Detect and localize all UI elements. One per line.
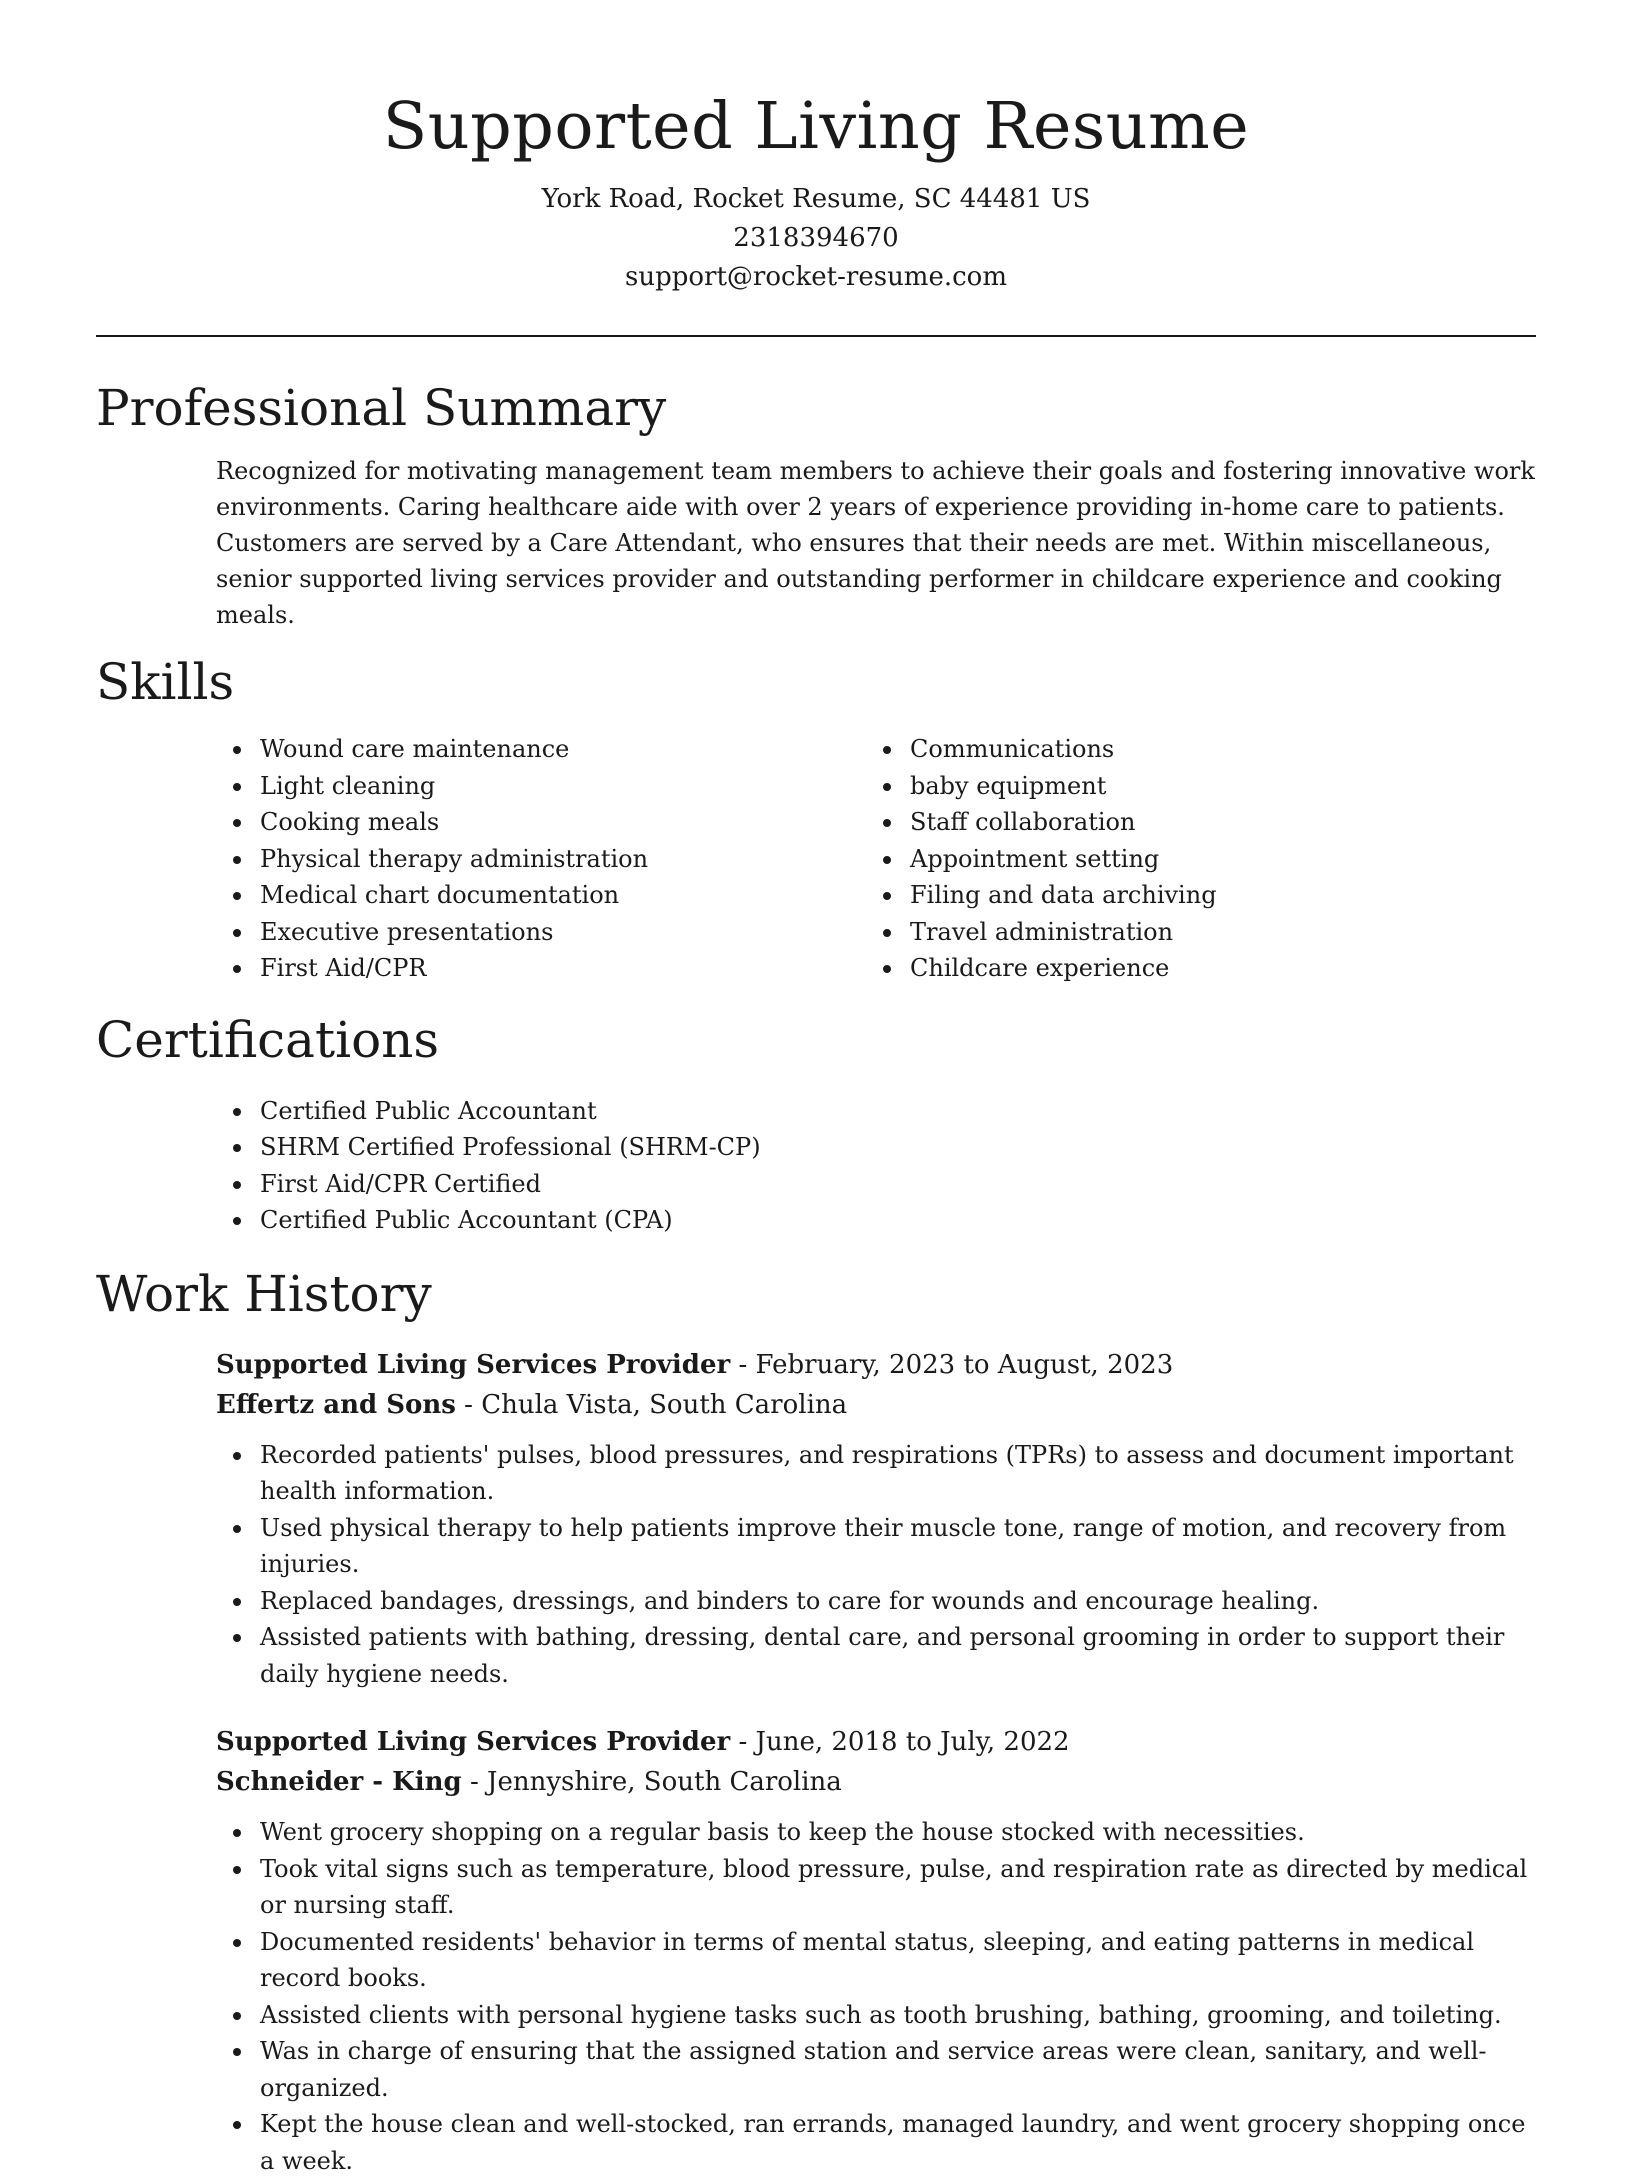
skill-item: Executive presentations bbox=[216, 914, 866, 951]
job-company-line: Schneider - King - Jennyshire, South Carolina bbox=[216, 1767, 842, 1797]
skill-item: Wound care maintenance bbox=[216, 731, 866, 768]
job-entry bbox=[216, 1722, 1536, 2179]
certifications-heading: Certifications bbox=[96, 1010, 440, 1069]
responsibility-item: Recorded patients' pulses, blood pressures, and respirations (TPRs) to assess and document important health information. bbox=[216, 1437, 1536, 1510]
job-company: Schneider - King bbox=[216, 1767, 462, 1797]
responsibility-item: Assisted clients with personal hygiene tasks such as tooth brushing, bathing, grooming, and toileting. bbox=[216, 1997, 1536, 2034]
header-divider bbox=[96, 335, 1536, 337]
job-dates: February, 2023 to August, 2023 bbox=[755, 1349, 1174, 1380]
responsibility-item: Used physical therapy to help patients improve their muscle tone, range of motion, and recovery from injuries. bbox=[216, 1510, 1536, 1583]
certifications-list bbox=[216, 1093, 1536, 1239]
certification-item: Certified Public Accountant (CPA) bbox=[216, 1202, 1536, 1239]
responsibility-item: Replaced bandages, dressings, and binders to care for wounds and encourage healing. bbox=[216, 1583, 1536, 1620]
work-history-heading: Work History bbox=[96, 1264, 432, 1323]
skill-item: Medical chart documentation bbox=[216, 877, 866, 914]
contact-block bbox=[96, 180, 1536, 297]
responsibility-item: Took vital signs such as temperature, blood pressure, pulse, and respiration rate as directed by medical or nursing staff. bbox=[216, 1851, 1536, 1924]
job-title: Supported Living Services Provider bbox=[216, 1349, 731, 1380]
responsibility-item: Assisted patients with bathing, dressing, dental care, and personal grooming in order to support their daily hygiene needs. bbox=[216, 1619, 1536, 1692]
skill-item: Light cleaning bbox=[216, 768, 866, 805]
skills-list-right bbox=[866, 731, 1516, 987]
job-title: Supported Living Services Provider bbox=[216, 1727, 731, 1757]
skill-item: Appointment setting bbox=[866, 841, 1516, 878]
job-location: Jennyshire, South Carolina bbox=[487, 1767, 842, 1797]
summary-text: Recognized for motivating management team members to achieve their goals and fostering innovative work environments. Caring healthcare aide with over 2 years of experience providing in-home care to patients. Customers are served by a Care Attendant, who ensures that their needs are met. Within miscellaneous, senior supported living services provider and outstanding performer in childcare experience and cooking meals. bbox=[216, 457, 1535, 629]
skill-item: Filing and data archiving bbox=[866, 877, 1516, 914]
resume-page bbox=[96, 0, 1536, 2179]
contact-address: York Road, Rocket Resume, SC 44481 US bbox=[541, 184, 1091, 214]
responsibility-item: Documented residents' behavior in terms of mental status, sleeping, and eating patterns in medical record books. bbox=[216, 1924, 1536, 1997]
certification-item: Certified Public Accountant bbox=[216, 1093, 1536, 1130]
skill-item: Physical therapy administration bbox=[216, 841, 866, 878]
skill-item: Childcare experience bbox=[866, 950, 1516, 987]
skills-list-left bbox=[216, 731, 866, 987]
contact-phone: 2318394670 bbox=[733, 223, 899, 253]
job-dates: June, 2018 to July, 2022 bbox=[755, 1727, 1070, 1757]
skill-item: First Aid/CPR bbox=[216, 950, 866, 987]
job-responsibilities bbox=[216, 1814, 1536, 2179]
resume-title: Supported Living Resume bbox=[382, 89, 1250, 164]
skill-item: baby equipment bbox=[866, 768, 1516, 805]
skill-item: Communications bbox=[866, 731, 1516, 768]
job-title-line: Supported Living Services Provider - June, 2018 to July, 2022 bbox=[216, 1727, 1070, 1757]
job-location: Chula Vista, South Carolina bbox=[481, 1389, 848, 1420]
responsibility-item: Was in charge of ensuring that the assigned station and service areas were clean, sanitary, and well-organized. bbox=[216, 2033, 1536, 2106]
job-entry bbox=[216, 1345, 1536, 1693]
skills-heading: Skills bbox=[96, 653, 235, 711]
skill-item: Staff collaboration bbox=[866, 804, 1516, 841]
job-company: Effertz and Sons bbox=[216, 1389, 456, 1420]
certification-item: SHRM Certified Professional (SHRM-CP) bbox=[216, 1129, 1536, 1166]
skill-item: Travel administration bbox=[866, 914, 1516, 951]
responsibility-item: Kept the house clean and well-stocked, ran errands, managed laundry, and went grocery shopping once a week. bbox=[216, 2106, 1536, 2179]
contact-email: support@rocket-resume.com bbox=[624, 262, 1007, 292]
job-title-line: Supported Living Services Provider - February, 2023 to August, 2023 bbox=[216, 1349, 1174, 1380]
summary-heading: Professional Summary bbox=[96, 379, 667, 437]
certification-item: First Aid/CPR Certified bbox=[216, 1166, 1536, 1203]
job-responsibilities bbox=[216, 1437, 1536, 1693]
skills-columns bbox=[216, 731, 1536, 987]
job-company-line: Effertz and Sons - Chula Vista, South Carolina bbox=[216, 1389, 848, 1420]
responsibility-item: Went grocery shopping on a regular basis to keep the house stocked with necessities. bbox=[216, 1814, 1536, 1851]
skill-item: Cooking meals bbox=[216, 804, 866, 841]
